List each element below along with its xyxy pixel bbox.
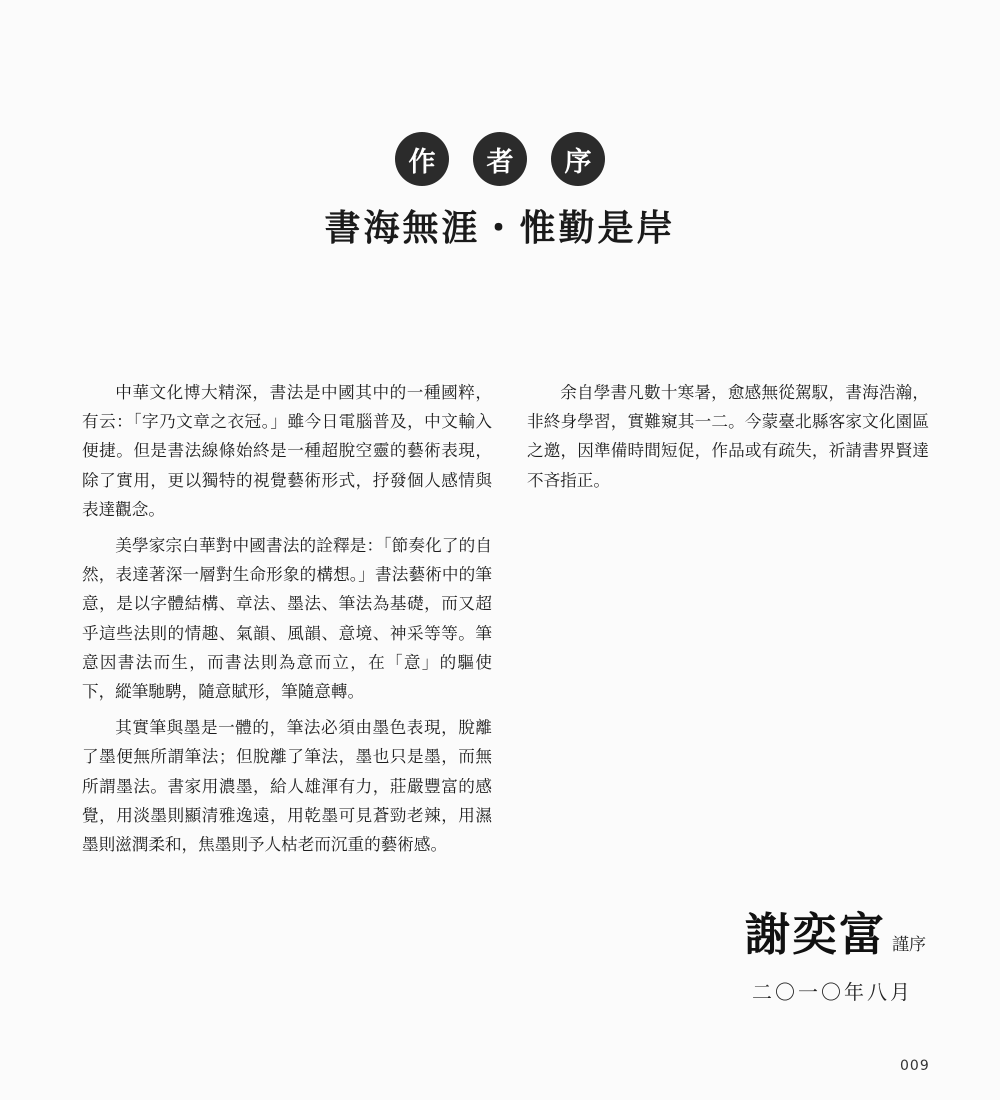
paragraph: 美學家宗白華對中國書法的詮釋是：「節奏化了的自然，表達著深一層對生命形象的構想。」書法藝術中的筆意，是以字體結構、章法、墨法、筆法為基礎，而又超乎這些法則的情趣、氣韻、風韻、意境、神采等等。筆意因書法而生，而書法則為意而立，在「意」的驅使下，縱筆馳騁，隨意賦形，筆隨意轉。 xyxy=(82,536,492,702)
right-column xyxy=(527,378,929,502)
heading-circle-2: 者 xyxy=(473,132,527,186)
page-subtitle: 書海無涯・惟勤是岸 xyxy=(324,208,676,249)
signature-suffix: 謹序 xyxy=(892,935,927,955)
signature-date: 二〇一〇年八月 xyxy=(752,980,913,1004)
signature-block xyxy=(745,908,927,961)
left-column xyxy=(82,378,492,866)
author-signature: 謝奕富 xyxy=(745,908,887,961)
paragraph: 其實筆與墨是一體的，筆法必須由墨色表現，脫離了墨便無所謂筆法；但脫離了筆法，墨也只是墨，而無所謂墨法。書家用濃墨，給人雄渾有力，莊嚴豐富的感覺，用淡墨則顯清雅逸遠，用乾墨可見蒼勁老辣，用濕墨則滋潤柔和，焦墨則予人枯老而沉重的藝術感。 xyxy=(82,718,492,855)
paragraph: 中華文化博大精深，書法是中國其中的一種國粹，有云：「字乃文章之衣冠。」雖今日電腦普及，中文輸入便捷。但是書法線條始終是一種超脫空靈的藝術表現，除了實用，更以獨特的視覺藝術形式，抒發個人感情與表達觀念。 xyxy=(82,383,492,519)
heading-circle-3: 序 xyxy=(551,132,605,186)
page-number: 009 xyxy=(900,1058,930,1074)
heading-circle-1: 作 xyxy=(395,132,449,186)
paragraph: 余自學書凡數十寒暑，愈感無從駕馭，書海浩瀚，非終身學習，實難窺其一二。今蒙臺北縣客家文化園區之邀，因準備時間短促，作品或有疏失，祈請書界賢達不吝指正。 xyxy=(527,383,929,490)
section-heading xyxy=(0,132,1000,186)
